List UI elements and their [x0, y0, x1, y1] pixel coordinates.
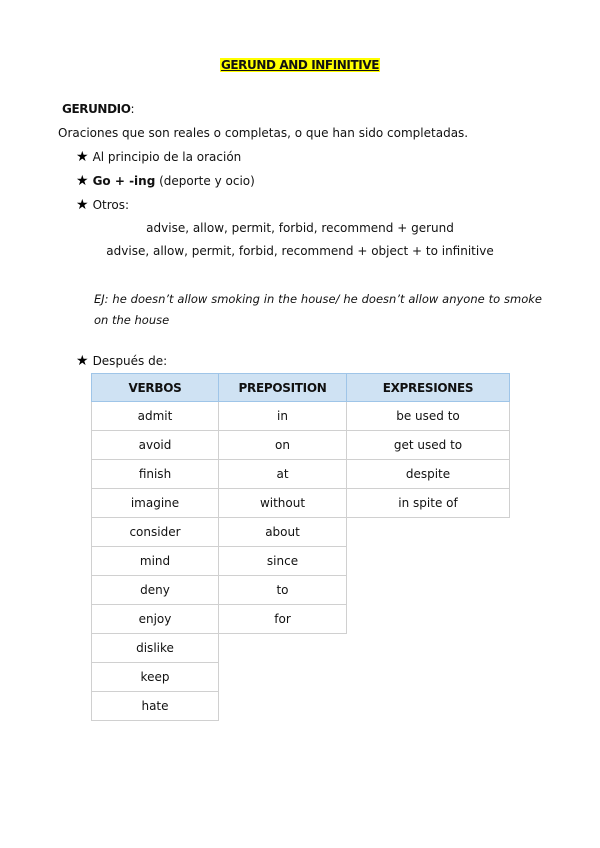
bullet-principio [76, 150, 241, 164]
page-title [0, 58, 600, 72]
bullet-rest-label: (deporte y ocio) [155, 174, 255, 188]
cell-preposition: on [219, 431, 347, 460]
cell-expresion: in spite of [347, 489, 510, 518]
bullet-otros [76, 198, 129, 212]
star-icon: ★ [76, 149, 89, 165]
bullet-label [93, 174, 255, 188]
star-icon: ★ [76, 353, 89, 369]
table-row [92, 663, 510, 692]
header-expresiones: EXPRESIONES [347, 374, 510, 402]
cell-expresion: be used to [347, 402, 510, 431]
cell-verbo: imagine [92, 489, 219, 518]
empty-cell [347, 576, 510, 605]
bullet-despues [76, 354, 167, 368]
star-icon: ★ [76, 197, 89, 213]
table-row [92, 518, 510, 547]
cell-preposition: at [219, 460, 347, 489]
rule-gerund: advise, allow, permit, forbid, recommend + gerund [146, 221, 454, 235]
cell-verbo: keep [92, 663, 219, 692]
table-row [92, 692, 510, 721]
table-row [92, 402, 510, 431]
cell-preposition: since [219, 547, 347, 576]
empty-cell [219, 634, 347, 663]
cell-verbo: enjoy [92, 605, 219, 634]
cell-verbo: avoid [92, 431, 219, 460]
cell-verbo: consider [92, 518, 219, 547]
section-heading-text: GERUNDIO [62, 102, 131, 116]
table-row [92, 634, 510, 663]
table-header-row [92, 374, 510, 402]
bullet-label: Al principio de la oración [92, 150, 242, 164]
bullet-bold-label: Go + -ing [92, 174, 156, 188]
cell-expresion: despite [347, 460, 510, 489]
table-row [92, 460, 510, 489]
rule-infinitive: advise, allow, permit, forbid, recommend + object + to infinitive [106, 244, 494, 258]
cell-preposition: about [219, 518, 347, 547]
table-row [92, 547, 510, 576]
cell-verbo: finish [92, 460, 219, 489]
table-row [92, 431, 510, 460]
table-row [92, 489, 510, 518]
bullet-label: Otros: [92, 198, 130, 212]
cell-verbo: deny [92, 576, 219, 605]
table-row [92, 605, 510, 634]
cell-expresion: get used to [347, 431, 510, 460]
cell-preposition: for [219, 605, 347, 634]
empty-cell [347, 547, 510, 576]
empty-cell [219, 692, 347, 721]
bullet-go-ing [76, 174, 255, 188]
empty-cell [347, 518, 510, 547]
star-icon: ★ [76, 173, 89, 189]
cell-preposition: without [219, 489, 347, 518]
table-row [92, 576, 510, 605]
title-text: GERUND AND INFINITIVE [220, 58, 380, 72]
cell-preposition: in [219, 402, 347, 431]
bullet-label: Después de: [92, 354, 168, 368]
cell-preposition: to [219, 576, 347, 605]
empty-cell [219, 663, 347, 692]
cell-verbo: dislike [92, 634, 219, 663]
gerund-table [91, 373, 510, 721]
header-verbos: VERBOS [92, 374, 219, 402]
section-heading [62, 102, 135, 116]
empty-cell [347, 692, 510, 721]
intro-text: Oraciones que son reales o completas, o que han sido completadas. [58, 126, 469, 140]
cell-verbo: mind [92, 547, 219, 576]
empty-cell [347, 663, 510, 692]
section-heading-suffix: : [130, 102, 135, 116]
empty-cell [347, 605, 510, 634]
cell-verbo: admit [92, 402, 219, 431]
header-preposition: PREPOSITION [219, 374, 347, 402]
cell-verbo: hate [92, 692, 219, 721]
example-sentence: EJ: he doesn’t allow smoking in the house/ he doesn’t allow anyone to smoke on the house [94, 292, 542, 327]
empty-cell [347, 634, 510, 663]
